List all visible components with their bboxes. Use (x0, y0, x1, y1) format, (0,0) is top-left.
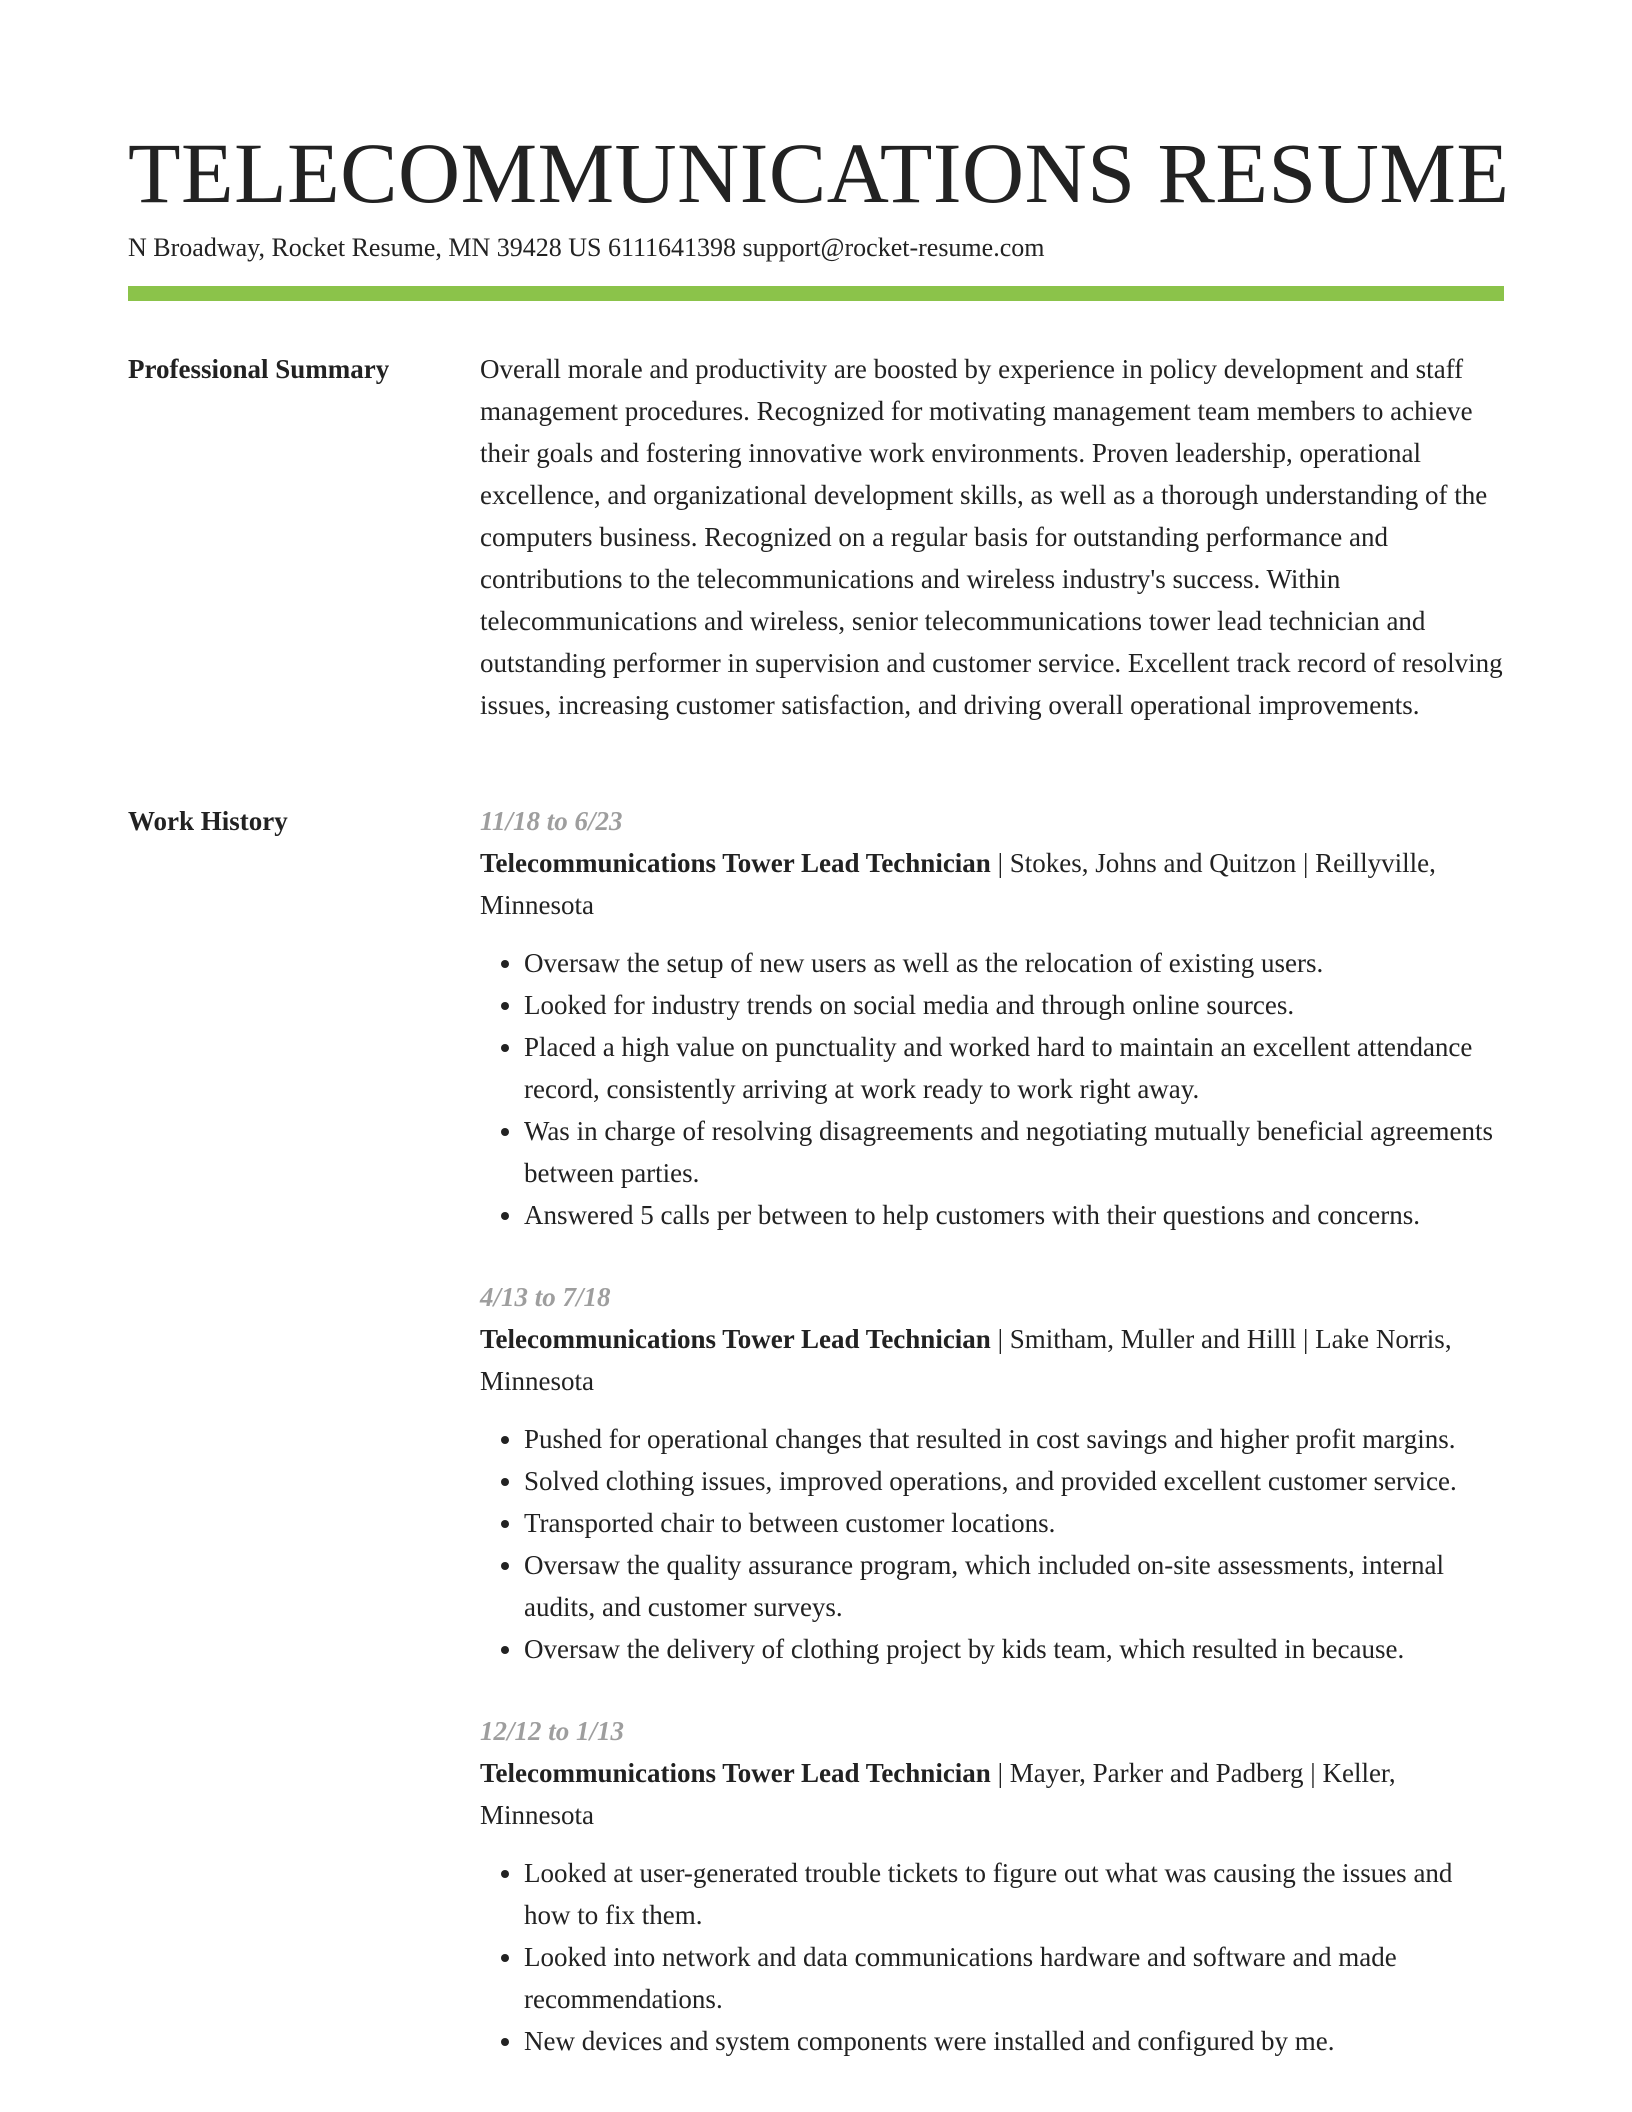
job-entry (480, 1710, 1504, 2062)
job-details: | Stokes, Johns and Quitzon | Reillyville, Minnesota (480, 848, 1436, 920)
job-title: Telecommunications Tower Lead Technician (480, 848, 991, 878)
job-details: | Smitham, Muller and Hilll | Lake Norris, Minnesota (480, 1324, 1452, 1396)
job-title: Telecommunications Tower Lead Technician (480, 1758, 991, 1788)
contact-line: N Broadway, Rocket Resume, MN 39428 US 6111641398 support@rocket-resume.com (128, 233, 1045, 262)
job-bullets (480, 1852, 1504, 2062)
job-dates: 11/18 to 6/23 (480, 806, 623, 836)
job-entry (480, 800, 1504, 1236)
list-item: • Oversaw the delivery of clothing project by kids team, which resulted in because. (524, 1628, 1504, 1670)
list-item: • Looked for industry trends on social media and through online sources. (524, 984, 1504, 1026)
list-item: • Was in charge of resolving disagreements and negotiating mutually beneficial agreements between parties. (524, 1110, 1504, 1194)
list-item: • Looked into network and data communications hardware and software and made recommendations. (524, 1936, 1504, 2020)
job-details: | Mayer, Parker and Padberg | Keller, Minnesota (480, 1758, 1396, 1830)
section-label: Work History (128, 806, 288, 836)
list-item: • Oversaw the quality assurance program, which included on-site assessments, internal audits, and customer surveys. (524, 1544, 1504, 1628)
resume-title: TELECOMMUNICATIONS RESUME (128, 125, 1510, 221)
job-heading (480, 842, 1504, 926)
list-item: • Pushed for operational changes that resulted in cost savings and higher profit margins. (524, 1418, 1504, 1460)
job-heading (480, 1752, 1504, 1836)
section-body (480, 800, 1504, 2102)
job-dates: 12/12 to 1/13 (480, 1716, 625, 1746)
section-body (480, 348, 1504, 726)
list-item: • New devices and system components were installed and configured by me. (524, 2020, 1504, 2062)
job-heading (480, 1318, 1504, 1402)
list-item: • Transported chair to between customer locations. (524, 1502, 1504, 1544)
list-item: • Looked at user-generated trouble tickets to figure out what was causing the issues and how to fix them. (524, 1852, 1504, 1936)
job-bullets (480, 942, 1504, 1236)
list-item: • Answered 5 calls per between to help customers with their questions and concerns. (524, 1194, 1504, 1236)
job-title: Telecommunications Tower Lead Technician (480, 1324, 991, 1354)
job-entry (480, 1276, 1504, 1670)
job-bullets (480, 1418, 1504, 1670)
summary-text: Overall morale and productivity are boosted by experience in policy development and staff management procedures. Recognized for motivating management team members to achieve their goals and fostering innovative work environments. Proven leadership, operational excellence, and organizational development skills, as well as a thorough understanding of the computers business. Recognized on a regular basis for outstanding performance and contributions to the telecommunications and wireless industry's success. Within telecommunications and wireless, senior telecommunications tower lead technician and outstanding performer in supervision and customer service. Excellent track record of resolving issues, increasing customer satisfaction, and driving overall operational improvements. (480, 354, 1503, 720)
list-item: • Solved clothing issues, improved operations, and provided excellent customer service. (524, 1460, 1504, 1502)
job-dates: 4/13 to 7/18 (480, 1282, 611, 1312)
list-item: • Placed a high value on punctuality and worked hard to maintain an excellent attendance record, consistently arriving at work ready to work right away. (524, 1026, 1504, 1110)
section-label: Professional Summary (128, 354, 390, 384)
list-item: • Oversaw the setup of new users as well as the relocation of existing users. (524, 942, 1504, 984)
header-divider (128, 286, 1504, 301)
